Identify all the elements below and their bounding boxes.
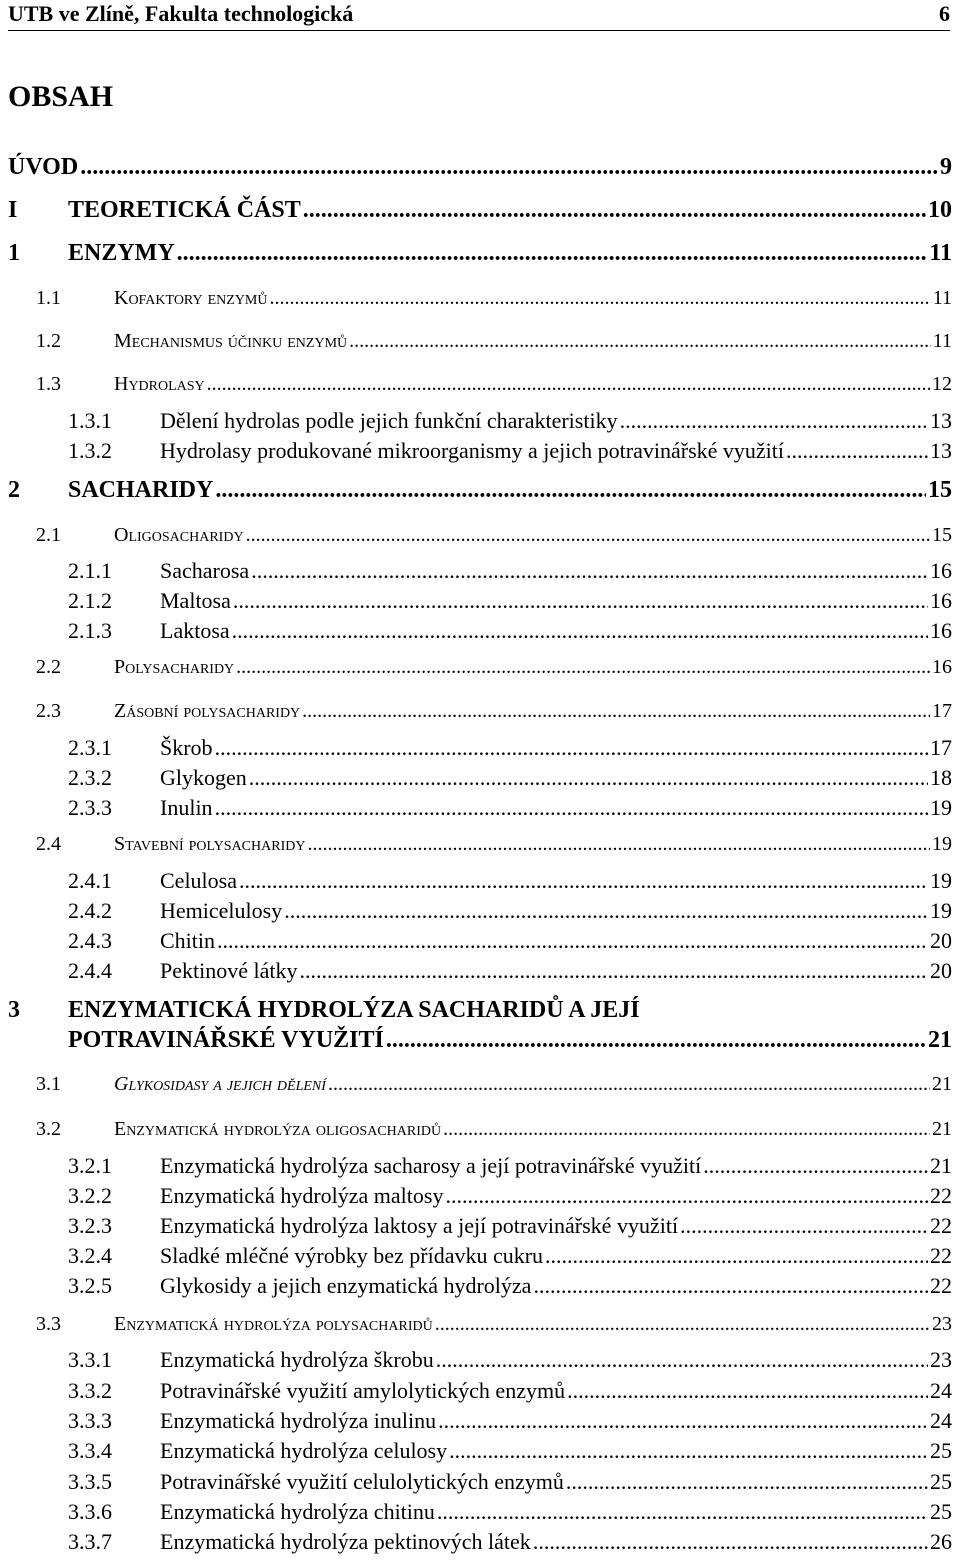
toc-entry[interactable] — [8, 833, 952, 863]
toc-entry[interactable] — [8, 438, 952, 468]
toc-dot-leader — [177, 240, 928, 267]
toc-page-number: 24 — [930, 1408, 952, 1433]
toc-entry-text: Enzymatická hydrolýza polysacharidů — [114, 1313, 433, 1335]
toc-dot-leader — [443, 1118, 930, 1141]
toc-entry-number: 2.1.1 — [68, 558, 112, 583]
toc-dot-leader — [680, 1213, 928, 1239]
toc-page-number: 15 — [928, 477, 952, 503]
toc-entry-text: Oligosacharidy — [114, 524, 244, 546]
toc-entry-text: Hydrolasy — [114, 373, 205, 395]
toc-entry-text: Chitin — [160, 928, 216, 953]
toc-page-number: 19 — [932, 833, 952, 855]
toc-entry-number: 2.4.4 — [68, 958, 112, 983]
toc-entry-text: Glykosidy a jejich enzymatická hydrolýza — [160, 1273, 532, 1298]
toc-entry-number: I — [8, 197, 18, 223]
toc-entry[interactable] — [8, 1438, 952, 1468]
toc-entry[interactable] — [8, 1273, 952, 1303]
toc-entry-number: 3.3.7 — [68, 1529, 112, 1554]
toc-dot-leader — [620, 408, 928, 434]
toc-entry-text: Enzymatická hydrolýza škrobu — [160, 1347, 434, 1372]
toc-page-number: 11 — [929, 240, 952, 266]
toc-entry-text: ENZYMATICKÁ HYDROLÝZA SACHARIDŮ A JEJÍ — [68, 997, 640, 1023]
toc-page-number: 19 — [930, 868, 952, 893]
toc-page-number: 9 — [940, 154, 952, 180]
toc-entry-number: 2.2 — [36, 656, 61, 678]
toc-entry-number: 3 — [8, 997, 20, 1023]
toc-page-number: 19 — [930, 795, 952, 820]
toc-entry[interactable] — [8, 1347, 952, 1377]
toc-entry-continuation[interactable] — [8, 1027, 952, 1057]
toc-entry-text: Glykogen — [160, 765, 247, 790]
toc-page-number: 17 — [932, 700, 952, 722]
toc-dot-leader — [284, 898, 928, 924]
toc-dot-leader — [386, 1027, 926, 1054]
toc-entry-text: Enzymatická hydrolýza pektinových látek — [160, 1529, 531, 1554]
toc-entry[interactable] — [8, 765, 952, 795]
toc-entry[interactable] — [8, 1313, 952, 1343]
toc-entry[interactable] — [8, 1378, 952, 1408]
toc-entry[interactable] — [8, 330, 952, 360]
toc-entry-number: 2 — [8, 477, 20, 503]
toc-entry-number: 2.3 — [36, 700, 61, 722]
toc-dot-leader — [246, 524, 930, 547]
toc-entry-text: Mechanismus účinku enzymů — [114, 330, 348, 352]
toc-page-number: 21 — [928, 1027, 952, 1053]
toc-entry[interactable] — [8, 197, 952, 227]
toc-title: OBSAH — [8, 80, 114, 113]
toc-dot-leader — [437, 1499, 928, 1525]
toc-entry[interactable] — [8, 1213, 952, 1243]
toc-entry[interactable] — [8, 1529, 952, 1559]
toc-entry[interactable] — [8, 795, 952, 825]
toc-entry-number: 3.3.2 — [68, 1378, 112, 1403]
toc-entry-text: Kofaktory enzymů — [114, 287, 268, 309]
toc-entry[interactable] — [8, 1408, 952, 1438]
toc-entry[interactable] — [8, 1499, 952, 1529]
toc-entry-number: 3.3.6 — [68, 1499, 112, 1524]
toc-entry-text: Laktosa — [160, 618, 230, 643]
toc-dot-leader — [303, 197, 926, 224]
toc-dot-leader — [328, 1073, 930, 1096]
toc-entry-text: Maltosa — [160, 588, 231, 613]
toc-dot-leader — [786, 438, 928, 464]
toc-entry-text: Enzymatická hydrolýza maltosy — [160, 1183, 444, 1208]
toc-entry-text: Dělení hydrolas podle jejich funkční charakteristiky — [160, 408, 618, 433]
toc-page-number: 21 — [932, 1118, 952, 1140]
toc-entry-number: 2.1.3 — [68, 618, 112, 643]
toc-entry[interactable] — [8, 1153, 952, 1183]
toc-dot-leader — [349, 330, 931, 353]
toc-entry-text: POTRAVINÁŘSKÉ VYUŽITÍ — [68, 1027, 384, 1053]
toc-page-number: 16 — [930, 588, 952, 613]
header-institution: UTB ve Zlíně, Fakulta technologická — [8, 1, 354, 26]
toc-dot-leader — [307, 833, 930, 856]
toc-entry-text: Polysacharidy — [114, 656, 235, 678]
toc-entry-text: Zásobní polysacharidy — [114, 700, 301, 722]
toc-entry-text: Enzymatická hydrolýza inulinu — [160, 1408, 437, 1433]
toc-entry-number: 2.3.1 — [68, 735, 112, 760]
toc-page-number: 15 — [932, 524, 952, 546]
toc-entry-number: 2.4 — [36, 833, 61, 855]
toc-entry-number: 3.2.5 — [68, 1273, 112, 1298]
toc-entry-text: Potravinářské využití amylolytických enzymů — [160, 1378, 566, 1403]
toc-dot-leader — [236, 656, 930, 679]
toc-entry-text: Sladké mléčné výrobky bez přídavku cukru — [160, 1243, 544, 1268]
toc-dot-leader — [233, 588, 928, 614]
page-header — [8, 0, 950, 31]
toc-entry-number: 2.1.2 — [68, 588, 112, 613]
toc-entry-text: Inulin — [160, 795, 213, 820]
toc-entry[interactable] — [8, 287, 952, 317]
toc-entry-number: 3.3.4 — [68, 1438, 112, 1463]
toc-page-number: 23 — [930, 1347, 952, 1372]
toc-entry-number: 2.3.2 — [68, 765, 112, 790]
toc-page-number: 24 — [930, 1378, 952, 1403]
toc-entry[interactable] — [8, 588, 952, 618]
toc-entry[interactable] — [8, 868, 952, 898]
toc-page-number: 16 — [932, 656, 952, 678]
toc-dot-leader — [566, 1469, 928, 1495]
toc-entry[interactable] — [8, 928, 952, 958]
toc-entry[interactable] — [8, 524, 952, 554]
toc-dot-leader — [232, 618, 928, 644]
toc-page-number: 17 — [930, 735, 952, 760]
toc-dot-leader — [270, 287, 931, 310]
toc-entry-number: 2.3.3 — [68, 795, 112, 820]
toc-entry-number: 1.3 — [36, 373, 61, 395]
toc-entry-number: 1.3.2 — [68, 438, 112, 463]
toc-entry-text: Hemicelulosy — [160, 898, 283, 923]
toc-entry[interactable] — [8, 373, 952, 403]
toc-entry[interactable] — [8, 898, 952, 928]
toc-dot-leader — [545, 1243, 928, 1269]
toc-entry[interactable] — [8, 958, 952, 988]
toc-entry[interactable] — [8, 656, 952, 686]
toc-entry-text: Enzymatická hydrolýza celulosy — [160, 1438, 448, 1463]
toc-dot-leader — [251, 558, 928, 584]
toc-entry[interactable] — [8, 1183, 952, 1213]
toc-page-number: 16 — [930, 618, 952, 643]
toc-dot-leader — [302, 700, 930, 723]
toc-dot-leader — [703, 1153, 928, 1179]
toc-dot-leader — [299, 958, 928, 984]
toc-page-number: 13 — [930, 408, 952, 433]
toc-entry-number: 1.2 — [36, 330, 61, 352]
toc-entry-number: 2.4.2 — [68, 898, 112, 923]
toc-dot-leader — [438, 1408, 928, 1434]
toc-entry[interactable] — [8, 1243, 952, 1273]
toc-entry-text: Enzymatická hydrolýza chitinu — [160, 1499, 435, 1524]
toc-dot-leader — [449, 1438, 928, 1464]
toc-entry-text: ÚVOD — [8, 154, 79, 180]
toc-entry-number: 3.2 — [36, 1118, 61, 1140]
toc-page-number: 13 — [930, 438, 952, 463]
toc-page-number: 21 — [930, 1153, 952, 1178]
toc-entry-text: Škrob — [160, 735, 213, 760]
toc-page-number: 18 — [930, 765, 952, 790]
toc-page-number: 10 — [928, 197, 952, 223]
toc-entry-number: 1.1 — [36, 287, 61, 309]
toc-entry-number: 3.3.1 — [68, 1347, 112, 1372]
toc-page-number: 22 — [930, 1213, 952, 1238]
toc-dot-leader — [215, 795, 928, 821]
toc-dot-leader — [217, 928, 928, 954]
toc-entry-number: 3.2.4 — [68, 1243, 112, 1268]
toc-entry-text: Potravinářské využití celulolytických enzymů — [160, 1469, 564, 1494]
toc-entry[interactable] — [8, 1469, 952, 1499]
toc-page-number: 22 — [930, 1273, 952, 1298]
toc-entry[interactable] — [8, 154, 952, 184]
toc-dot-leader — [533, 1529, 928, 1555]
toc-entry-text: SACHARIDY — [68, 477, 214, 503]
toc-entry-number: 1.3.1 — [68, 408, 112, 433]
toc-dot-leader — [215, 477, 926, 504]
toc-page-number: 20 — [930, 928, 952, 953]
toc-page-number: 25 — [930, 1438, 952, 1463]
toc-page-number: 25 — [930, 1469, 952, 1494]
toc-page-number: 22 — [930, 1243, 952, 1268]
toc-page-number: 26 — [930, 1529, 952, 1554]
toc-entry[interactable] — [8, 1073, 952, 1103]
toc-entry[interactable] — [8, 477, 952, 507]
toc-page-number: 16 — [930, 558, 952, 583]
toc-dot-leader — [533, 1273, 928, 1299]
toc-page-number: 11 — [932, 330, 952, 352]
toc-entry-text: Stavební polysacharidy — [114, 833, 306, 855]
toc-dot-leader — [435, 1313, 930, 1336]
toc-entry-text: Sacharosa — [160, 558, 250, 583]
header-page-number: 6 — [939, 1, 950, 26]
toc-entry[interactable] — [8, 240, 952, 270]
toc-dot-leader — [567, 1378, 928, 1404]
toc-entry[interactable] — [8, 1118, 952, 1148]
toc-entry-number: 3.2.1 — [68, 1153, 112, 1178]
toc-entry-number: 1 — [8, 240, 20, 266]
toc-entry-text: Celulosa — [160, 868, 237, 893]
toc-entry-number: 2.4.3 — [68, 928, 112, 953]
toc-entry-text: Hydrolasy produkované mikroorganismy a jejich potravinářské využití — [160, 438, 785, 463]
toc-entry-number: 3.1 — [36, 1073, 61, 1095]
toc-entry-text: TEORETICKÁ ČÁST — [68, 197, 301, 223]
toc-dot-leader — [436, 1347, 928, 1373]
toc-entry-text: Enzymatická hydrolýza sacharosy a její potravinářské využití — [160, 1153, 702, 1178]
toc-entry-text: ENZYMY — [68, 240, 175, 266]
toc-dot-leader — [80, 154, 938, 181]
toc-entry-number: 2.1 — [36, 524, 61, 546]
toc-entry-text: Glykosidasy a jejich dělení — [114, 1073, 326, 1095]
toc-entry-number: 3.2.2 — [68, 1183, 112, 1208]
toc-page-number: 21 — [932, 1073, 952, 1095]
toc-page-number: 23 — [932, 1313, 952, 1335]
toc-dot-leader — [249, 765, 928, 791]
toc-entry[interactable] — [8, 700, 952, 730]
toc-page-number: 19 — [930, 898, 952, 923]
toc-entry-text: Pektinové látky — [160, 958, 298, 983]
toc-entry[interactable] — [8, 997, 952, 1027]
toc-entry-text: Enzymatická hydrolýza oligosacharidů — [114, 1118, 442, 1140]
toc-entry-number: 2.4.1 — [68, 868, 112, 893]
toc-entry-number: 3.3.3 — [68, 1408, 112, 1433]
toc-page-number: 11 — [932, 287, 952, 309]
toc-entry[interactable] — [8, 558, 952, 588]
toc-entry[interactable] — [8, 735, 952, 765]
toc-entry[interactable] — [8, 408, 952, 438]
toc-dot-leader — [207, 373, 930, 396]
toc-entry-number: 3.3 — [36, 1313, 61, 1335]
toc-dot-leader — [445, 1183, 928, 1209]
toc-entry[interactable] — [8, 618, 952, 648]
toc-page-number: 22 — [930, 1183, 952, 1208]
toc-page-number: 25 — [930, 1499, 952, 1524]
toc-page-number: 20 — [930, 958, 952, 983]
toc-dot-leader — [215, 735, 928, 761]
toc-page-number: 12 — [932, 373, 952, 395]
toc-entry-text: Enzymatická hydrolýza laktosy a její potravinářské využití — [160, 1213, 679, 1238]
toc-entry-number: 3.3.5 — [68, 1469, 112, 1494]
toc-dot-leader — [239, 868, 928, 894]
toc-entry-number: 3.2.3 — [68, 1213, 112, 1238]
